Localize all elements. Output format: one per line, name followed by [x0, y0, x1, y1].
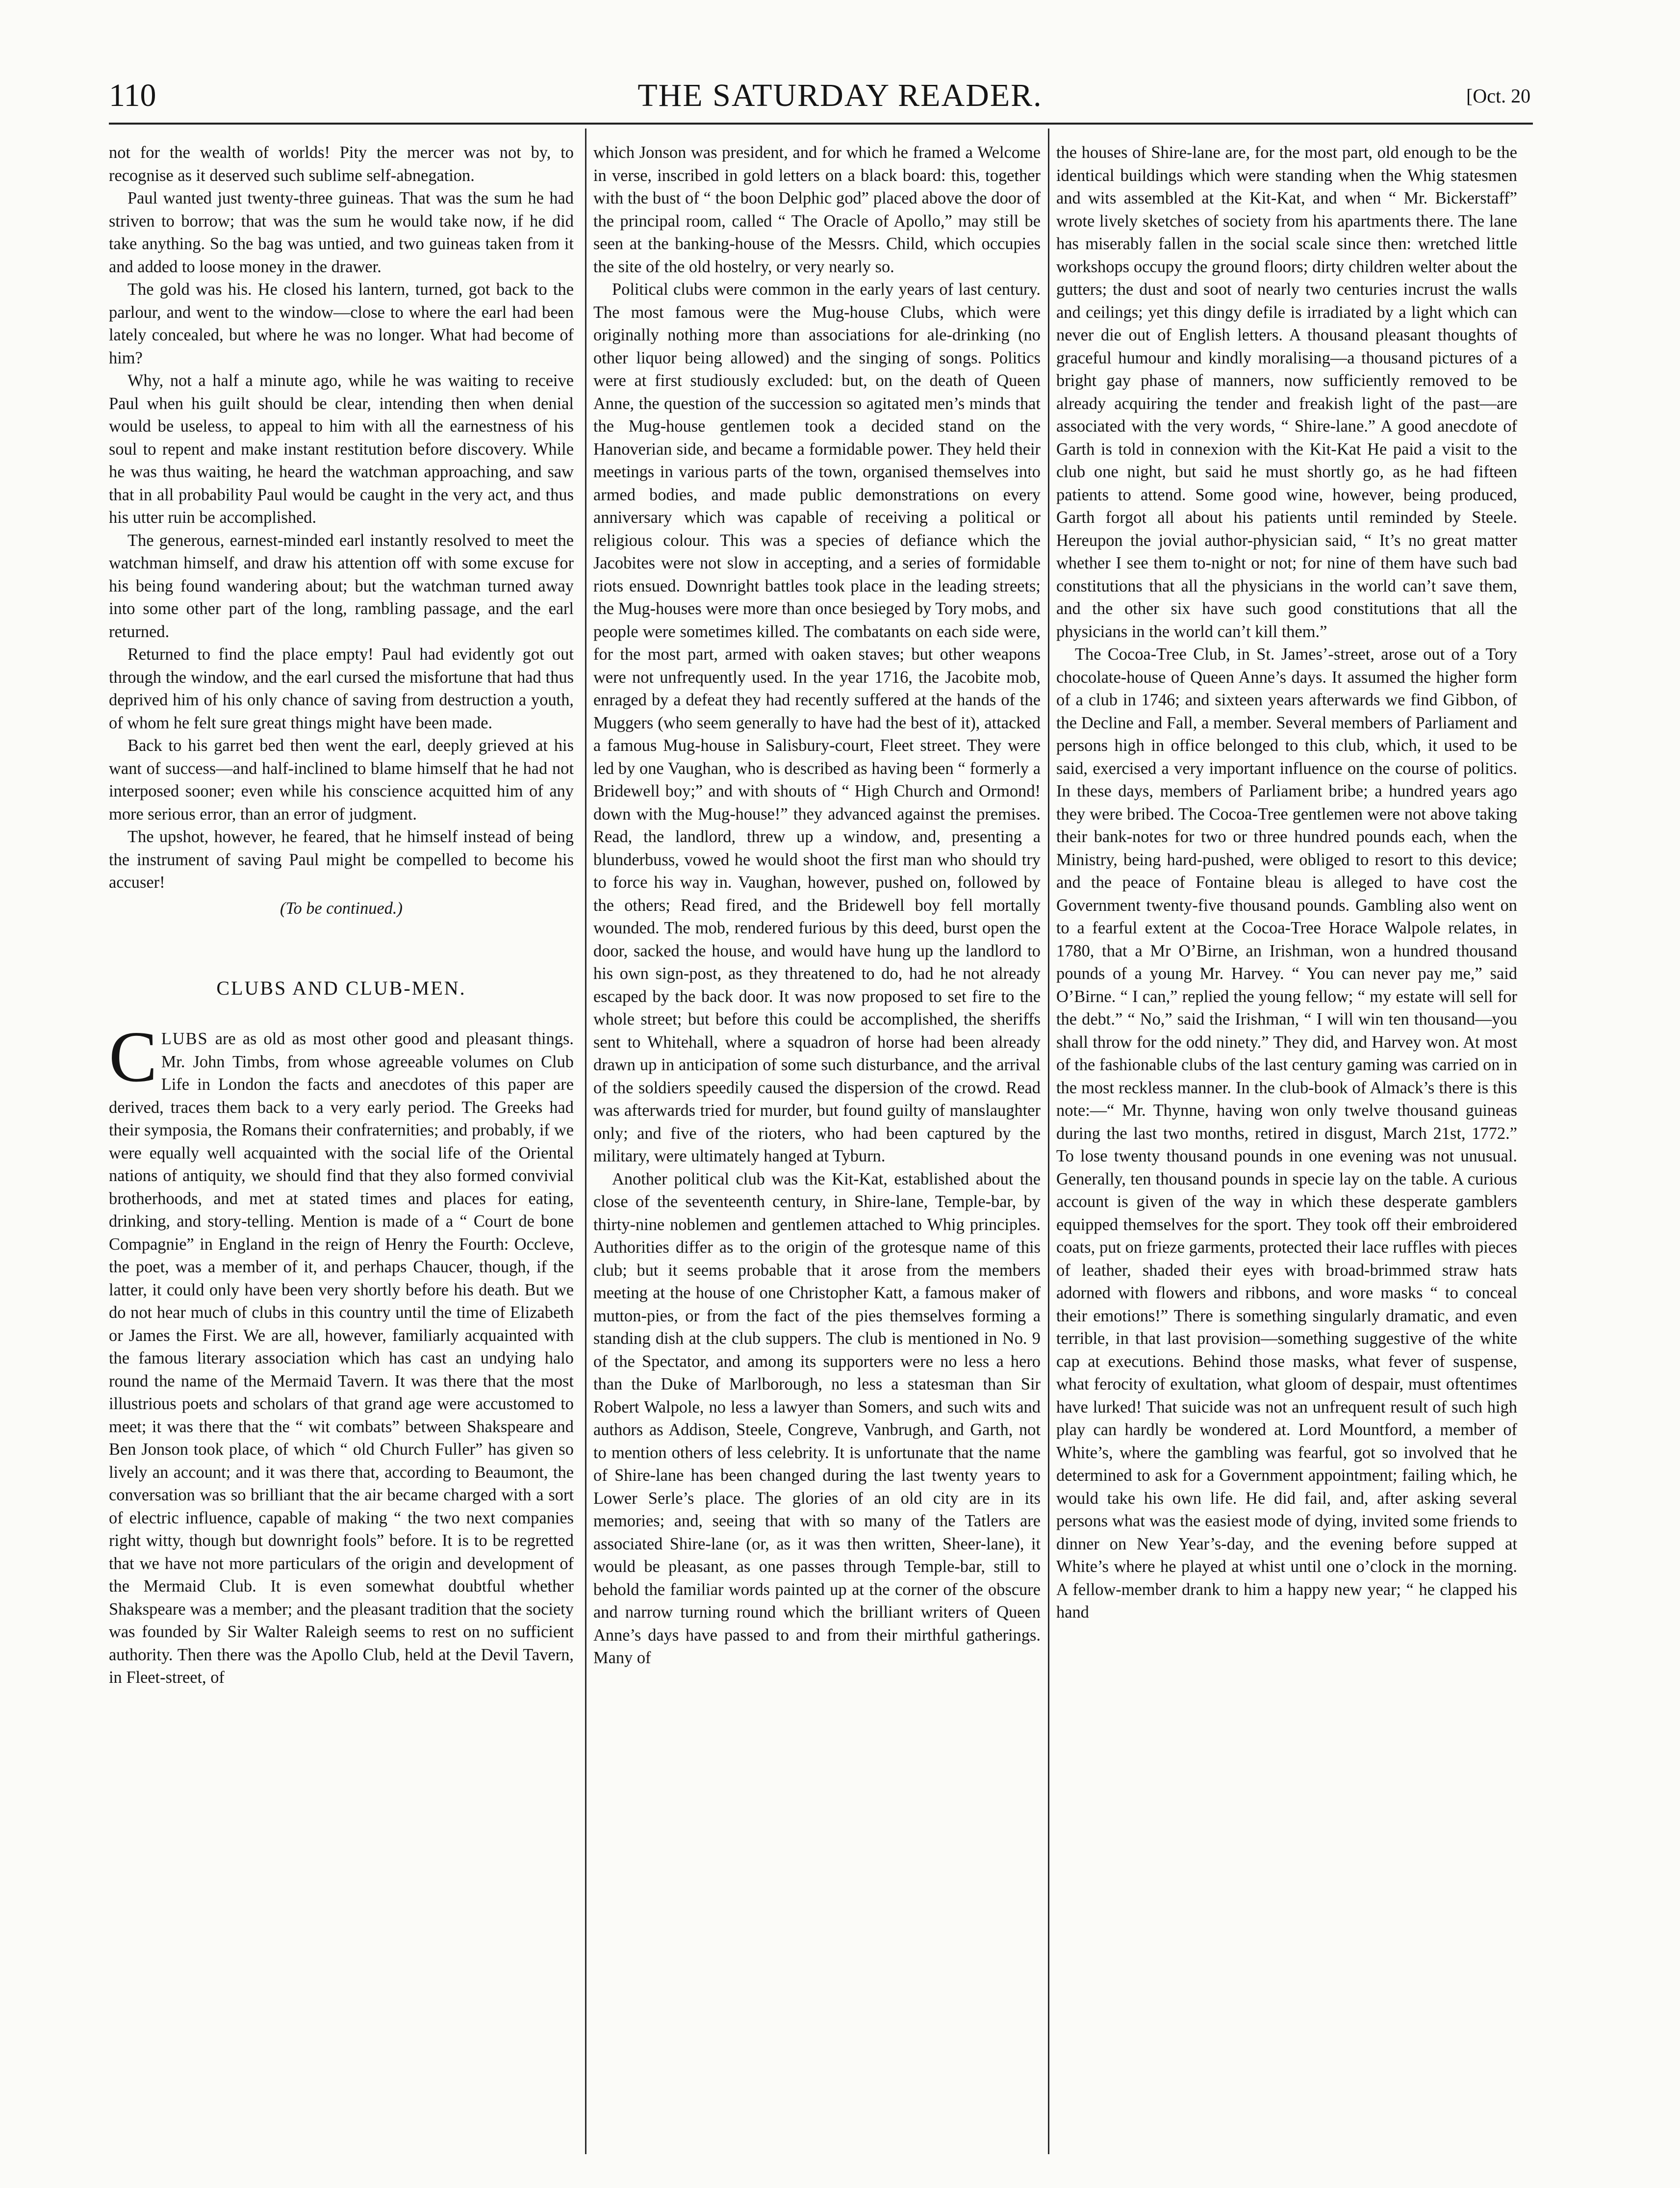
paragraph: Why, not a half a minute ago, while he was waiting to receive Paul when his guilt should be clear, intending then when denial would be useless, to appeal to him with all the earnestness of his soul to repent and make instant restitution before discovery. While he was thus waiting, he heard the watchman approaching, and saw that in all probability Paul would be caught in the very act, and thus his utter ruin be accomplished. — [109, 371, 574, 527]
to-be-continued: (To be continued.) — [280, 899, 403, 918]
issue-date: [Oct. 20 — [1466, 85, 1531, 107]
paragraph-text: are as old as most other good and pleasant things. Mr. John Timbs, from whose agreeable volumes on Club Life in London the facts and anecdotes of this paper are derived, traces them back to a very early period. The Greeks had their symposia, the Romans their confraternities; and probably, if we were equally well acquainted with the social life of the Oriental nations of antiquity, we should find that they also formed convivial brotherhoods, and met at stated times and places for eating, drinking, and story-telling. Mention is made of a “ Court de bone Compagnie” in England in the reign of Henry the Fourth: Occleve, the poet, was a member of it, and perhaps Chaucer, though, if the latter, it could only have been very shortly before his death. But we do not hear much of clubs in this country until the time of Elizabeth or James the First. We are all, however, familiarly acquainted with the famous literary association which has cast an undying halo round the name of the Mermaid Tavern. It was there that the most illustrious poets and scholars of that grand age were accustomed to meet; it was there that the “ wit combats” between Shakspeare and Ben Jonson took place, of which “ old Church Fuller” has given so lively an account; and it was there that, according to Beaumont, the conversation was so brilliant that the air became charged with a sort of electric influence, capable of making “ the two next companies right witty, though but downright fools” before. It is to be regretted that we have not more particulars of the origin and development of the Mermaid Club. It is even somewhat doubtful whether Shakspeare was a member; and the pleasant tradition that the society was founded by Sir Walter Raleigh seems to rest on no sufficient authority. Then there was the Apollo Club, held at the Devil Tavern, in Fleet-street, of — [109, 1030, 574, 1687]
paragraph: which Jonson was president, and for which he framed a Welcome in verse, inscribed in gold letters on a black board: this, together with the bust of “ the boon Delphic god” placed above the door of the principal room, called “ The Oracle of Apollo,” may still be seen at the banking-house of the Messrs. Child, which occupies the site of the old hostelry, or very nearly so. — [593, 143, 1041, 276]
paragraph: Returned to find the place empty! Paul had evidently got out through the window, and the earl cursed the misfortune that had thus deprived him of his only chance of saving from destruction a youth, of whom he felt sure great things might have been made. — [109, 645, 574, 732]
drop-cap: C — [109, 1017, 157, 1097]
column-divider — [1048, 129, 1049, 2154]
column-3 — [1056, 141, 1517, 2152]
lead-word: LUBS — [161, 1030, 208, 1048]
paragraph: The upshot, however, he feared, that he himself instead of being the instrument of saving Paul might be compelled to become his accuser! — [109, 827, 574, 892]
article-opening-paragraph — [109, 1017, 574, 1689]
paragraph: Political clubs were common in the early years of last century. The most famous were the Mug-house Clubs, which were originally nothing more than associations for ale-drinking (no other liquor being allowed) and the singing of songs. Politics were at first studiously excluded: but, on the death of Queen Anne, the question of the succession so agitated men’s minds that the Mug-house gentlemen took a decided stand on the Hanoverian side, and became a formidable power. They held their meetings in various parts of the town, organised themselves into armed bodies, and made public demonstrations on every anniversary which was capable of receiving a political or religious colour. This was a species of defiance which the Jacobites were not slow in accepting, and a series of formidable riots ensued. Downright battles took place in the leading streets; the Mug-houses were more than once besieged by Tory mobs, and people were sometimes killed. The combatants on each side were, for the most part, armed with oaken staves; but other weapons were not unfrequently used. In the year 1716, the Jacobite mob, enraged by a defeat they had recently suffered at the hands of the Muggers (who seem generally to have had the best of it), attacked a famous Mug-house in Salisbury-court, Fleet street. They were led by one Vaughan, who is described as having been “ formerly a Bridewell boy;” and with shouts of “ High Church and Ormond! down with the Mug-house!” they advanced against the premises. Read, the landlord, threw up a window, and, presenting a blunderbuss, vowed he would shoot the first man who should try to force his way in. Vaughan, however, pushed on, followed by the others; Read fired, and the Bridewell boy fell mortally wounded. The mob, rendered furious by this deed, burst open the door, sacked the house, and would have hung up the landlord to his own sign-post, as they threatened to do, had he not already escaped by the back door. It was now proposed to set fire to the whole street; but before this could be accomplished, the sheriffs sent to Whitehall, where a squadron of horse had been already drawn up in anticipation of some such disturbance, and the arrival of the soldiers speedily caused the dispersion of the crowd. Read was afterwards tried for murder, but found guilty of manslaughter only; and five of the rioters, who had been captured by the military, were ultimately hanged at Tyburn. — [593, 280, 1041, 1165]
article-title: CLUBS AND CLUB-MEN. — [216, 977, 466, 999]
paragraph: the houses of Shire-lane are, for the most part, old enough to be the identical buildings which were standing when the Whig statesmen and wits assembled at the Kit-Kat, and when “ Mr. Bickerstaff” wrote lively sketches of society from his apartments there. The lane has miserably fallen in the social scale since then: wretched little workshops occupy the ground floors; dirty children welter about the gutters; the dust and soot of nearly two centuries incrust the walls and ceilings; yet this dingy defile is irradiated by a light which can never die out of English letters. A thousand pleasant thoughts of graceful humour and kindly moralising—a thousand pictures of a bright gay phase of manners, now sufficiently removed to be already acquiring the tender and freakish light of the past—are associated with the very words, “ Shire-lane.” A good anecdote of Garth is told in connexion with the Kit-Kat He paid a visit to the club one night, but said he must shortly go, as he had fifteen patients to attend. Some good wine, however, being produced, Garth forgot all about his patients until reminded by Steele. Hereupon the jovial author-physician said, “ It’s no great matter whether I see them to-night or not; for nine of them have such bad constitutions that all the physicians in the world can’t save them, and the other six have such good constitutions that all the physicians in the world can’t kill them.” — [1056, 143, 1517, 641]
column-divider — [585, 129, 586, 2154]
paragraph: The generous, earnest-minded earl instantly resolved to meet the watchman himself, and draw his attention off with some excuse for his being found wandering about; but the watchman turned away into some other part of the long, rambling passage, and the earl returned. — [109, 531, 574, 641]
column-1 — [109, 141, 574, 2152]
page-number: 110 — [109, 77, 156, 113]
column-2 — [593, 141, 1041, 2152]
paragraph: Back to his garret bed then went the earl, deeply grieved at his want of success—and half-inclined to blame himself that he had not interposed sooner; even while his conscience acquitted him of any more serious error, than an error of judgment. — [109, 736, 574, 824]
page-header — [0, 74, 1680, 118]
masthead-title: THE SATURDAY READER. — [637, 77, 1043, 113]
paragraph: Another political club was the Kit-Kat, established about the close of the seventeenth century, in Shire-lane, Temple-bar, by thirty-nine noblemen and gentlemen attached to Whig principles. Authorities differ as to the origin of the grotesque name of this club; but it seems probable that it arose from the members meeting at the house of one Christopher Katt, a famous maker of mutton-pies, or from the fact of the pies themselves forming a standing dish at the club suppers. The club is mentioned in No. 9 of the Spectator, and among its supporters were no less a hero than the Duke of Marlborough, no less a statesman than Sir Robert Walpole, no less a lawyer than Somers, and such wits and authors as Addison, Steele, Congreve, Vanbrugh, and Garth, not to mention others of less celebrity. It is unfortunate that the name of Shire-lane has been changed during the last twenty years to Lower Serle’s place. The glories of an old city are in its memories; and, seeing that with so many of the Tatlers are associated Shire-lane (or, as it was then written, Sheer-lane), it would be pleasant, as one passes through Temple-bar, still to behold the familiar words painted up at the corner of the obscure and narrow turning round which the brilliant writers of Queen Anne’s days have passed to and from their mirthful gatherings. Many of — [593, 1169, 1041, 1667]
paragraph: not for the wealth of worlds! Pity the mercer was not by, to recognise as it deserved such sublime self-abnegation. — [109, 143, 574, 185]
paragraph: Paul wanted just twenty-three guineas. That was the sum he had striven to borrow; that was the sum he would take now, if he did take anything. So the bag was untied, and two guineas taken from it and added to loose money in the drawer. — [109, 189, 574, 276]
header-rule — [109, 123, 1533, 125]
paragraph: The gold was his. He closed his lantern, turned, got back to the parlour, and went to the window—close to where the earl had been lately concealed, but where he was no longer. What had become of him? — [109, 280, 574, 367]
paragraph: The Cocoa-Tree Club, in St. James’-street, arose out of a Tory chocolate-house of Queen Anne’s days. It assumed the higher form of a club in 1746; and sixteen years afterwards we find Gibbon, of the Decline and Fall, a member. Several members of Parliament and persons high in office belonged to this club, which, it used to be said, exercised a very important influence on the course of politics. In these days, members of Parliament bribe; a hundred years ago they were bribed. The Cocoa-Tree gentlemen were not above taking their bank-notes for two or three hundred pounds each, when the Ministry, being hard-pushed, were obliged to resort to this device; and the peace of Fontaine bleau is alleged to have cost the Government twenty-five thousand pounds. Gambling also went on to a fearful extent at the Cocoa-Tree Horace Walpole relates, in 1780, that a Mr O’Birne, an Irishman, won a hundred thousand pounds of a young Mr. Harvey. “ You can never pay me,” said O’Birne. “ I can,” replied the young fellow; “ my estate will sell for the debt.” “ No,” said the Irishman, “ I will win ten thousand—you shall throw for the odd ninety.” They did, and Harvey won. At most of the fashionable clubs of the last century gaming was carried on in the most reckless manner. In the club-book of Almack’s there is this note:—“ Mr. Thynne, having won only twelve thousand guineas during the last two months, retired in disgust, March 21st, 1772.” To lose twenty thousand pounds in one evening was not unusual. Generally, ten thousand pounds in specie lay on the table. A curious account is given of the way in which these desperate gamblers equipped themselves for the sport. They took off their embroidered coats, put on frieze garments, protected their lace ruffles with pieces of leather, shaded their eyes with broad-brimmed straw hats adorned with flowers and ribbons, and wore masks “ to conceal their emotions!” There is something singularly dramatic, and even terrible, in that last provision—something suggestive of the white cap at executions. Behind those masks, what fever of suspense, what ferocity of exultation, what gloom of despair, must oftentimes have lurked! That suicide was not an unfrequent result of such high play can hardly be wondered at. Lord Mountford, a member of White’s, where the gambling was fearful, got so involved that he determined to ask for a Government appointment; failing which, he would take his own life. He did fail, and, after asking several persons what was the easiest mode of dying, invited some friends to dinner on New Year’s-day, and the evening before supped at White’s where he played at whist until one o’clock in the morning. A fellow-member drank to him a happy new year; “ he clapped his hand — [1056, 645, 1517, 1622]
